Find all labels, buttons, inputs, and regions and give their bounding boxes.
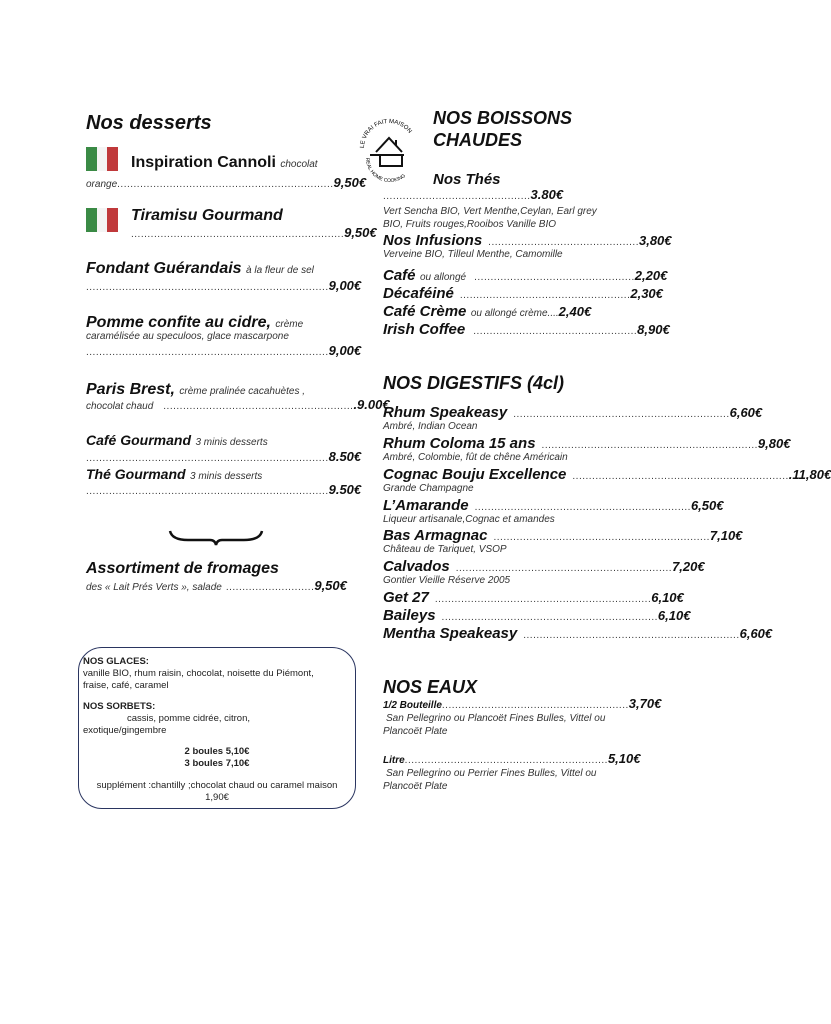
litre-desc: Plancoët Plate bbox=[383, 781, 448, 792]
cafe-gourmand-item bbox=[86, 432, 268, 450]
fromages-price-line bbox=[86, 578, 347, 594]
digestif-item bbox=[383, 589, 684, 606]
thes-desc: Vert Sencha BIO, Vert Menthe,Ceylan, Earl grey bbox=[383, 206, 597, 217]
item-price: 3,80€ bbox=[638, 233, 672, 248]
dot-leader: ................................................................. bbox=[131, 229, 345, 240]
item-price: 2,20€ bbox=[634, 268, 668, 283]
dot-leader: .................................................................. bbox=[572, 471, 789, 482]
item-name: Cognac Bouju Excellence bbox=[383, 466, 567, 483]
cafe-gourmand-price-line bbox=[86, 449, 362, 465]
dot-leader: .................................................................. bbox=[474, 502, 691, 513]
dot-leader: .......................................................... bbox=[163, 401, 354, 412]
digestif-item bbox=[383, 625, 773, 642]
dot-leader: .................................................................. bbox=[493, 532, 710, 543]
item-name: Bas Armagnac bbox=[383, 527, 488, 544]
supplement-text: supplément :chantilly ;chocolat chaud ou caramel maison bbox=[96, 780, 338, 791]
pomme-price-line bbox=[86, 343, 362, 359]
litre-desc: San Pellegrino ou Perrier Fines Bulles, Vittel ou bbox=[386, 768, 597, 779]
item-price: 5,10€ bbox=[607, 751, 641, 766]
glaces-title: NOS GLACES: bbox=[83, 656, 149, 667]
digestif-desc: Grande Champagne bbox=[383, 483, 474, 494]
fondant-item bbox=[86, 260, 314, 278]
thes-desc: BIO, Fruits rouges,Rooibos Vanille BIO bbox=[383, 219, 557, 230]
item-name: Inspiration Cannoli bbox=[131, 154, 276, 171]
digestif-desc: Gontier Vieille Réserve 2005 bbox=[383, 575, 511, 586]
price-2-boules: 2 boules 5,10€ bbox=[184, 746, 250, 757]
cafe-line bbox=[383, 267, 668, 285]
item-desc: chocolat chaud bbox=[86, 401, 154, 412]
sorbets-line: cassis, pomme cidrée, citron, bbox=[127, 713, 251, 724]
thes-price-line bbox=[383, 187, 564, 203]
item-price: 9,80€ bbox=[757, 436, 791, 451]
the-gourmand-item bbox=[86, 466, 262, 484]
glaces-line: fraise, café, caramel bbox=[83, 680, 169, 691]
half-bottle-desc: Plancoët Plate bbox=[383, 726, 448, 737]
item-name: Nos Infusions bbox=[383, 232, 483, 249]
item-price: .9.00€ bbox=[353, 397, 390, 412]
infusions-line bbox=[383, 232, 672, 249]
litre-line bbox=[383, 751, 641, 767]
item-price: 7,20€ bbox=[672, 559, 705, 574]
glaces-line: vanille BIO, rhum raisin, chocolat, noisette du Piémont, bbox=[83, 668, 314, 679]
item-price: 9,00€ bbox=[328, 343, 362, 358]
item-desc: crème bbox=[275, 319, 304, 330]
sorbets-line: exotique/gingembre bbox=[83, 725, 167, 736]
item-price: 9,50€ bbox=[344, 225, 377, 240]
digestif-item bbox=[383, 558, 705, 575]
item-price: 8,90€ bbox=[637, 322, 670, 337]
digestif-item bbox=[383, 497, 724, 514]
dot-leader: .......................................................................... bbox=[86, 486, 329, 497]
dot-leader: ................................................. bbox=[474, 272, 635, 283]
boissons-title: NOS BOISSONS bbox=[433, 108, 573, 128]
item-name: Mentha Speakeasy bbox=[383, 625, 518, 642]
digestif-item bbox=[383, 435, 791, 452]
item-name: L’Amarande bbox=[383, 497, 469, 514]
item-name: Get 27 bbox=[383, 589, 429, 606]
eaux-title: NOS EAUX bbox=[383, 677, 478, 697]
digestif-desc: Ambré, Indian Ocean bbox=[383, 421, 478, 432]
item-name: Calvados bbox=[383, 558, 450, 575]
italian-flag-icon bbox=[86, 208, 118, 232]
item-price: 7,10€ bbox=[709, 528, 743, 543]
price-3-boules: 3 boules 7,10€ bbox=[184, 758, 250, 769]
digestif-item bbox=[383, 527, 743, 544]
item-name: Décaféiné bbox=[383, 285, 454, 302]
item-price: 3.80€ bbox=[530, 187, 564, 202]
cannoli-price-line bbox=[86, 175, 367, 191]
dot-leader: .............................................. bbox=[488, 237, 639, 248]
item-name: Rhum Coloma 15 ans bbox=[383, 435, 536, 452]
item-name: Café Gourmand bbox=[86, 432, 192, 448]
the-gourmand-price-line bbox=[86, 482, 362, 498]
thes-title: Nos Thés bbox=[433, 171, 501, 188]
cafe-creme-line bbox=[383, 303, 610, 321]
dot-leader: ......................................................... bbox=[441, 700, 629, 711]
desserts-title: Nos desserts bbox=[86, 112, 212, 134]
item-price: 8.50€ bbox=[328, 449, 362, 464]
item-name: Fondant Guérandais bbox=[86, 260, 242, 277]
digestif-desc: Château de Tariquet, VSOP bbox=[383, 544, 507, 555]
item-price: 9,50€ bbox=[333, 175, 367, 190]
irish-coffee-line bbox=[383, 321, 670, 338]
sorbets-title: NOS SORBETS: bbox=[83, 701, 156, 712]
digestif-item bbox=[383, 466, 831, 483]
item-name: Litre bbox=[383, 755, 405, 766]
dot-leader: .................................................................. bbox=[455, 563, 673, 574]
item-name: Café Crème bbox=[383, 303, 467, 320]
item-price: 2,30€ bbox=[630, 286, 663, 301]
item-price: 6,10€ bbox=[651, 590, 684, 605]
pomme-item bbox=[86, 314, 303, 332]
dot-leader: .................................................................. bbox=[541, 440, 758, 451]
svg-text:LE VRAI FAIT MAISON: LE VRAI FAIT MAISON bbox=[359, 118, 413, 149]
tiramisu-name: Tiramisu Gourmand bbox=[131, 207, 283, 224]
item-price: 6,10€ bbox=[657, 608, 691, 623]
half-bottle-desc: San Pellegrino ou Plancoët Fines Bulles, Vittel ou bbox=[386, 713, 606, 724]
dot-leader: .......................................................................... bbox=[86, 282, 329, 293]
dot-leader: ........................... bbox=[225, 582, 315, 593]
item-desc: crème pralinée cacahuètes , bbox=[179, 386, 306, 397]
item-price: 6,50€ bbox=[690, 498, 724, 513]
dot-leader: ............................................. bbox=[383, 191, 531, 202]
digestifs-title: NOS DIGESTIFS (4cl) bbox=[383, 373, 565, 393]
dot-leader: .............................................................. bbox=[404, 755, 608, 766]
svg-text:REAL HOME COOKING: REAL HOME COOKING bbox=[363, 157, 407, 185]
item-price: 9,50€ bbox=[314, 578, 347, 593]
digestif-desc: Ambré, Colombie, fût de chêne Américain bbox=[383, 452, 568, 463]
glaces-box bbox=[78, 647, 356, 809]
item-name: Irish Coffee bbox=[383, 321, 466, 338]
dot-leader: .................................................................. bbox=[117, 179, 334, 190]
item-name: Rhum Speakeasy bbox=[383, 404, 508, 421]
supplement-price: 1,90€ bbox=[205, 792, 229, 803]
dot-leader: .......................................................................... bbox=[86, 347, 329, 358]
half-bottle-line bbox=[383, 696, 662, 712]
item-name: Café bbox=[383, 267, 416, 284]
cannoli-item bbox=[131, 154, 318, 172]
fondant-price-line bbox=[86, 278, 362, 294]
item-name: 1/2 Bouteille bbox=[383, 700, 442, 711]
item-price: 9,00€ bbox=[328, 278, 362, 293]
item-price: 9.50€ bbox=[328, 482, 362, 497]
brace-divider-icon bbox=[168, 528, 264, 548]
infusions-desc: Verveine BIO, Tilleul Menthe, Camomille bbox=[383, 249, 563, 260]
boissons-title-2: CHAUDES bbox=[433, 130, 523, 150]
dot-leader: .................................................................. bbox=[523, 630, 740, 641]
fait-maison-logo-icon bbox=[356, 108, 422, 188]
dot-leader: .................................................................. bbox=[441, 612, 658, 623]
item-price: .11,80€ bbox=[788, 467, 831, 482]
item-desc: ou allongé bbox=[419, 272, 467, 283]
digestif-desc: Liqueur artisanale,Cognac et amandes bbox=[383, 514, 555, 525]
item-desc: ou allongé crème.... bbox=[470, 308, 559, 319]
item-price: 2,40€ bbox=[558, 304, 592, 319]
pomme-desc: caramélisée au speculoos, glace mascarpone bbox=[86, 331, 289, 342]
item-price: 3,70€ bbox=[628, 696, 662, 711]
item-price: 6,60€ bbox=[739, 626, 773, 641]
fromages-name: Assortiment de fromages bbox=[86, 560, 279, 577]
item-name: Pomme confite au cidre, bbox=[86, 314, 271, 331]
item-desc: à la fleur de sel bbox=[246, 265, 314, 276]
item-name: Baileys bbox=[383, 607, 436, 624]
dot-leader: .................................................................. bbox=[434, 594, 652, 605]
dot-leader: .................................................................. bbox=[513, 409, 730, 420]
item-desc: chocolat bbox=[280, 159, 318, 170]
paris-brest-item bbox=[86, 381, 305, 399]
item-desc: 3 minis desserts bbox=[195, 437, 268, 448]
dot-leader: .................................................. bbox=[473, 326, 638, 337]
paris-brest-price-line bbox=[86, 397, 390, 413]
item-desc: des « Lait Prés Verts », salade bbox=[86, 582, 222, 593]
digestif-item bbox=[383, 404, 763, 421]
tiramisu-price-line bbox=[131, 225, 377, 241]
dot-leader: .......................................................................... bbox=[86, 453, 329, 464]
italian-flag-icon bbox=[86, 147, 118, 171]
item-price: 6,60€ bbox=[729, 405, 763, 420]
decafeine-line bbox=[383, 285, 663, 302]
digestif-item bbox=[383, 607, 691, 624]
item-desc: 3 minis desserts bbox=[190, 471, 263, 482]
dot-leader: .................................................... bbox=[459, 290, 631, 301]
item-name: Thé Gourmand bbox=[86, 466, 186, 482]
item-name: Paris Brest, bbox=[86, 381, 175, 398]
item-desc: orange bbox=[86, 179, 118, 190]
